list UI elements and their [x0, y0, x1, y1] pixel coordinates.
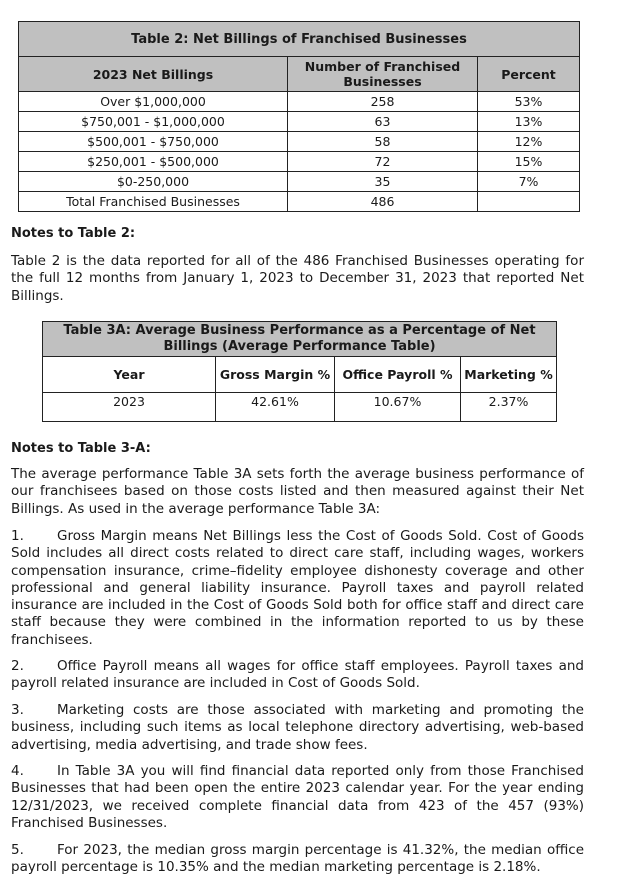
cell: 35 — [288, 172, 478, 192]
notes-table-2-text: Table 2 is the data reported for all of the 486 Franchised Businesses operating for the full 12 months from January 1, 2023 to December 31, 2023 that reported Net Billings. — [11, 253, 584, 304]
cell: Over $1,000,000 — [19, 92, 288, 112]
cell — [478, 192, 580, 212]
col-header-marketing: Marketing % — [461, 357, 557, 393]
note-item-4 — [11, 763, 584, 832]
notes-table-3a-heading: Notes to Table 3-A: — [11, 441, 151, 456]
note-text: Office Payroll means all wages for office staff employees. Payroll taxes and payroll related insurance are included in Cost of Goods Sold. — [11, 658, 584, 692]
col-header-gross-margin: Gross Margin % — [216, 357, 335, 393]
cell: 15% — [478, 152, 580, 172]
cell: 258 — [288, 92, 478, 112]
note-number: 4. — [11, 763, 24, 779]
col-header-office-payroll: Office Payroll % — [335, 357, 461, 393]
note-text: For 2023, the median gross margin percentage is 41.32%, the median office payroll percentage is 10.35% and the median marketing percentage is 2.18%. — [11, 842, 584, 876]
col-header-year: Year — [43, 357, 216, 393]
table-row — [19, 152, 580, 172]
table-2-title: Table 2: Net Billings of Franchised Businesses — [19, 22, 580, 57]
col-header-net-billings: 2023 Net Billings — [19, 57, 288, 92]
cell: $750,001 - $1,000,000 — [19, 112, 288, 132]
table-row-total — [19, 192, 580, 212]
note-number: 1. — [11, 528, 24, 544]
cell: 7% — [478, 172, 580, 192]
cell: 58 — [288, 132, 478, 152]
note-number: 3. — [11, 702, 24, 718]
note-text: Marketing costs are those associated with marketing and promoting the business, including such items as local telephone directory advertising, web-based advertising, media advertising, and trade show fees. — [11, 702, 584, 753]
cell: 13% — [478, 112, 580, 132]
note-item-5 — [11, 842, 584, 877]
cell: $500,001 - $750,000 — [19, 132, 288, 152]
table-row — [19, 112, 580, 132]
cell: 10.67% — [335, 393, 461, 422]
table-2-net-billings — [18, 21, 580, 212]
cell: $0-250,000 — [19, 172, 288, 192]
cell: 42.61% — [216, 393, 335, 422]
cell: 53% — [478, 92, 580, 112]
table-row — [19, 92, 580, 112]
note-item-2 — [11, 658, 584, 693]
cell: $250,001 - $500,000 — [19, 152, 288, 172]
table-row — [19, 172, 580, 192]
notes-table-3a-intro: The average performance Table 3A sets forth the average business performance of our franchisees based on those costs listed and then measured against their Net Billings. As used in the average performance Table 3A: — [11, 466, 584, 517]
cell: Total Franchised Businesses — [19, 192, 288, 212]
table-3a-title: Table 3A: Average Business Performance as a Percentage of Net Billings (Average Performance Table) — [43, 322, 557, 357]
table-3a-average-performance — [42, 321, 557, 422]
cell: 72 — [288, 152, 478, 172]
cell: 63 — [288, 112, 478, 132]
notes-table-2-heading: Notes to Table 2: — [11, 226, 136, 241]
cell: 486 — [288, 192, 478, 212]
cell: 2023 — [43, 393, 216, 422]
table-row — [19, 132, 580, 152]
table-row — [43, 393, 557, 422]
col-header-percent: Percent — [478, 57, 580, 92]
note-text: In Table 3A you will find financial data reported only from those Franchised Businesses that had been open the entire 2023 calendar year. For the year ending 12/31/2023, we received complete financial data from 423 of the 457 (93%) Franchised Businesses. — [11, 763, 584, 831]
note-item-3 — [11, 702, 584, 754]
note-item-1 — [11, 528, 584, 649]
note-text: Gross Margin means Net Billings less the Cost of Goods Sold. Cost of Goods Sold includes all direct costs related to direct care staff, including wages, workers compensation insurance, crime–fidelity employee dishonesty coverage and other professional and general liability insurance. Payroll taxes and payroll related insurance are included in the Cost of Goods Sold both for office staff and direct care staff because they were combined in the information reported to us by these franchisees. — [11, 528, 584, 648]
note-number: 5. — [11, 842, 24, 858]
cell: 12% — [478, 132, 580, 152]
col-header-number: Number of Franchised Businesses — [288, 57, 478, 92]
cell: 2.37% — [461, 393, 557, 422]
note-number: 2. — [11, 658, 24, 674]
